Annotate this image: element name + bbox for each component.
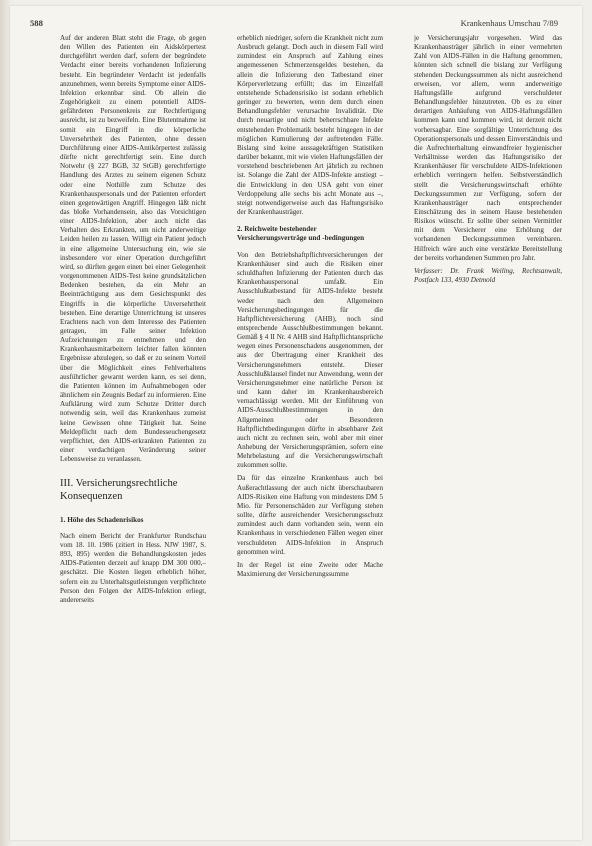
- journal-title: Krankenhaus Umschau 7/89: [460, 18, 558, 28]
- text-column-2: [237, 34, 383, 834]
- paragraph: Nach einem Bericht der Frankfurter Rundschau vom 18. 10. 1986 (zitiert in Hess. NJW 1987, S. 893, 895) werden die Behandlungskosten jedes AIDS-Patienten derzeit auf knapp DM 300 000,– geschätzt. Die Kosten liegen erheblich höher, sofern ein zu Unterhaltsgutleistungen verpflichtete Person den Folgen der AIDS-Infektion erliegt, andererseits: [60, 531, 206, 604]
- subsection-heading: 2. Reichweite bestehender Versicherungsverträge und -bedingungen: [237, 225, 365, 243]
- page-header: [30, 16, 558, 32]
- text-column-3: [414, 34, 562, 434]
- paragraph: In der Regel ist eine Zweite oder Mache Maximierung der Versicherungssumme: [237, 560, 383, 579]
- paragraph: Auf der anderen Blatt steht die Frage, ob gegen den Willen des Patienten ein Aidskörpertest durchgeführt werden darf, sofern der begründete Verdacht einer bereits vorhandenen Infizierung besteht. Ein begründeter Verdacht ist jedenfalls anzunehmen, wenn bereits Symptome einer AIDS-Infektion erkennbar sind. Ob allein die Zugehörigkeit zu einem potentiell AIDS-gefährdeten Personenkreis zur Rechtfertigung ausreicht, ist zu bezweifeln. Eine Blutentnahme ist somit ein Eingriff in die körperliche Unversehrtheit des Patienten, ohne dessen Durchführung einer AIDS-Antikörpertest zulässig dürfte nicht gerechtfertigt sein. Eine durch Notwehr (§ 227 BGB, 32 StGB) gerechtfertigte Handlung des Arztes zu seinem eigenen Schutz oder eine Nothilfe zum Schutze des Krankenhauspersonals und der Patienten erfordert einen gegenwärtigen Angriff. Hingegen läßt nicht das bloße Vorhandensein, also das Vorsichtigen einer AIDS-Infektion, aber auch nicht das Verhalten des Erkrankten, um nicht anderweitige Leiden heilen zu lassen. Willigt ein Patient jedoch in eine allgemeine Untersuchung ein, wie sie insbesondere vor einer Operation durchgeführt wird, so dürften gegen einen bei einer Gelegenheit vorgenommenen AIDS-Test keine grundsätzlichen Bedenken bestehen, da ein Mehr an Beeinträchtigung aus dem Gesichtspunkt des Eingriffs in die körperliche Unversehrtheit bestehen. Eine derartige Unterrichtung ist unseres Erachtens nach von dem Interesse des Patienten getragen, im Falle seiner Infektion Aufzeichnungen zu entnehmen und den Krankenhausmitarbeitern leichter fallen könnten Ergebnisse abzulegen, so daß er zu seinem Vorteil über die Möglichkeit eines Fehlverhaltens ausführlicher gewarnt werden kann, es sei denn, die Patienten können im Aufnahmebogen oder ähnlichem ein Zeugnis Bedarf zu informieren. Eine Aufklärung wird zum Schutze Dritter durch notwendig sein, weil das Krankenhaus zumeist keine Gewissen ohne Tätigkeit hat. Seine Meldepflicht nach dem Bundesseuchengesetz verpflichtet, den AIDS-erkrankten Patienten zu einer verdachtigen Veränderung seiner Lebensweise zu veranlassen.: [60, 34, 206, 464]
- paragraph: je Versicherungsjahr vorgesehen. Wird das Krankenhausträger jährlich in einer vermehrten Zahl von AIDS-Fällen in die Haftung genommen, könnten sich schnell die bislang zur Verfügung stehenden Deckungssummen als nicht ausreichend erweisen, vor allem, wenn anderweitige Haftungsfälle aufgrund verschuldeter Behandlungsfehler hinzutreten. Ob es zu einer derartigen Anhäufung von AIDS-Haftungsfällen kommen kann und kommen wird, ist derzeit nicht vorhersagbar. Eine sorgfältige Unterrichtung des Operationspersonals und dessen Einverständnis und die Aufrechterhaltung einwandfreier hygienischer Verhältnisse werden das Haftungsrisiko der Krankenhäuser für verschuldete AIDS-Infektionen erheblich verringern helfen. Selbstverständlich stellt die Versicherungswirtschaft erhöhte Deckungssummen zur Verfügung, sofern der Krankenhausträger nach entsprechender Einschätzung des in seinem Hause bestehenden Risikos wünscht. Er sollte über seinen Vermittler mit dem Versicherer eine Erhöhung der vorhandenen Deckungssummen vereinbaren. Hilfreich wäre auch eine verstärkte Bereitstellung der bereits vorhandenen Summen pro Jahr.: [414, 34, 562, 262]
- section-heading: III. Versicherungsrechtliche Konsequenzen: [60, 478, 178, 502]
- paragraph: erheblich niedriger, sofern die Krankheit nicht zum Ausbruch gelangt. Doch auch in diesem Fall wird zumindest ein Anspruch auf Zahlung eines angemessenen Schmerzensgeldes bestehen, da allein die Infizierung den Tatbestand einer Körperverletzung erfüllt; das im Einzelfall entstehende Schadensrisiko ist sodann erheblich geringer zu bewerten, wenn dem durch einen Behandlungsfehler verursachte Invalidität. Die durch neuartige und nicht beherrschbare Infekte entstehenden Problematik besteht hingegen in der möglichen Kumulierung der auftretenden Fälle. Bislang sind keine aussagekräftigen Statistiken darüber bekannt, mit wie vielen Haftungsfällen der vorstehend beschriebenen Art jährlich zu rechnen ist. Solange die Zahl der AIDS-Infekte anstiegt – die Entwicklung in den USA geht von einer Verdoppelung alle sechs bis acht Monate aus –, steigt notwendigerweise auch das Haftungsrisiko der Krankenhausträger.: [237, 34, 383, 216]
- subsection-heading: 1. Höhe des Schadenrisikos: [60, 515, 144, 524]
- paragraph: Da für das einzelne Krankenhaus auch bei Außerachtlassung der auch nicht überschaubaren AIDS-Risiken eine Haftung von mindestens DM 5 Mio. für Personenschäden zur Verfügung stehen sollte, dürfte ausreichender Versicherungsschutz zumindest auch dann vorhanden sein, wenn ein Krankenhaus in verschiedenen Fällen wegen einer verschuldeten AIDS-Infektion in Anspruch genommen wird.: [237, 474, 383, 556]
- paragraph: Von den Betriebshaftpflichtversicherungen der Krankenhäuser sind auch die Risiken einer schuldhaften Infizierung der Patienten durch das Krankenhauspersonal umfaßt. Ein Ausschlußtatbestand für AIDS-Infekte besteht weder nach den Allgemeinen Versicherungsbedingungen für die Haftpflichtversicherung (AHB), noch sind entsprechende Ausschlußbestimmungen bekannt. Gemäß § 4 II Nr. 4 AHB sind Haftpflichtansprüche wegen eines Personenschadens ausgenommen, der aus der Übertragung einer Krankheit des Versicherungsnehmers entsteht. Dieser Ausschlußklausel findet nur Anwendung, wenn der Versicherungsnehmer eine natürliche Person ist und kann daher im Krankenhausbereich vernachlässigt werden. Mit der Einführung von AIDS-Ausschlußbestimmungen in den Allgemeinen oder Besonderen Haftpflichtbedingungen dürfte in absehbarer Zeit auch nicht zu rechnen sein, wohl aber mit einer Anhebung der Versicherungsprämien, sofern eine Mehrbelastung auf die Versicherungswirtschaft zukommen sollte.: [237, 250, 383, 470]
- author-note: Verfasser: Dr. Frank Weiling, Rechtsanwalt, Postfach 133, 4930 Detmold: [414, 266, 562, 285]
- page-number: 588: [30, 18, 43, 28]
- text-column-1: [60, 34, 206, 814]
